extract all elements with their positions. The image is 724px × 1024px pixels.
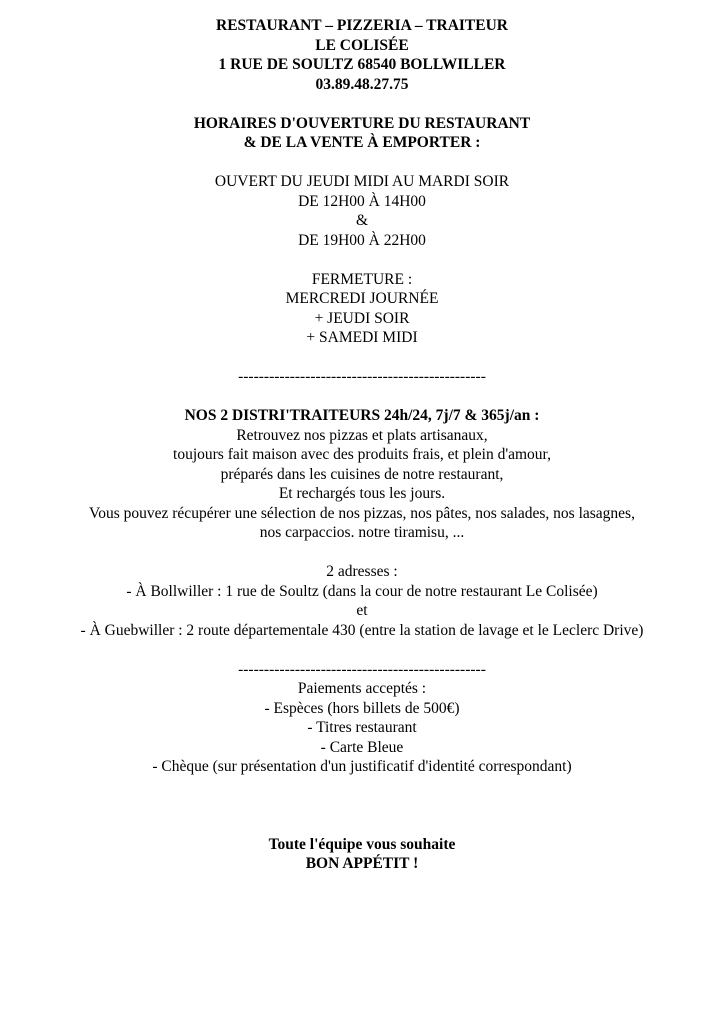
distri-line: nos carpaccios. notre tiramisu, ... <box>259 524 465 541</box>
restaurant-phone: 03.89.48.27.75 <box>315 75 409 93</box>
opening-hours <box>0 114 724 348</box>
payment-item: - Chèque (sur présentation d'un justificatif d'identité correspondant) <box>152 758 572 775</box>
separator-1: ------------------------------------------------ <box>238 368 486 385</box>
closing-message <box>0 835 724 874</box>
hours-slot-lunch: DE 12H00 À 14H00 <box>298 192 426 210</box>
distri-line: Et rechargés tous les jours. <box>278 485 446 502</box>
addresses-title: 2 adresses : <box>326 563 398 580</box>
hours-open-days: OUVERT DU JEUDI MIDI AU MARDI SOIR <box>214 173 510 190</box>
distri-line: toujours fait maison avec des produits frais, et plein d'amour, <box>173 446 551 463</box>
distri-traiteurs-section <box>0 406 724 640</box>
distri-title: NOS 2 DISTRI'TRAITEURS 24h/24, 7j/7 & 365j/an : <box>184 407 540 424</box>
hours-slot-dinner: DE 19H00 À 22H00 <box>298 231 426 249</box>
closing-line-2: BON APPÉTIT ! <box>305 855 419 872</box>
payment-item: - Carte Bleue <box>320 738 404 756</box>
hours-ampersand: & <box>355 212 369 229</box>
separator-2: ------------------------------------------------ <box>238 660 486 678</box>
distri-line: Vous pouvez récupérer une sélection de nos pizzas, nos pâtes, nos salades, nos lasagnes, <box>89 504 635 522</box>
restaurant-address: 1 RUE DE SOULTZ 68540 BOLLWILLER <box>218 56 506 73</box>
document-page <box>0 16 724 874</box>
closing-day-2: + JEUDI SOIR <box>314 309 410 327</box>
payments-title: Paiements acceptés : <box>297 680 427 697</box>
address-guebwiller: - À Guebwiller : 2 route départementale 430 (entre la station de lavage et le Leclerc Drive) <box>80 621 644 639</box>
address-bollwiller: - À Bollwiller : 1 rue de Soultz (dans la cour de notre restaurant Le Colisée) <box>126 582 598 600</box>
payments-section <box>0 679 724 777</box>
closing-title: FERMETURE : <box>311 270 413 288</box>
restaurant-header <box>0 16 724 94</box>
closing-day-1: MERCREDI JOURNÉE <box>285 290 439 307</box>
payment-item: - Espèces (hors billets de 500€) <box>264 699 460 717</box>
payment-item: - Titres restaurant <box>307 719 417 736</box>
hours-title-line-1: HORAIRES D'OUVERTURE DU RESTAURANT <box>193 114 531 132</box>
distri-line: Retrouvez nos pizzas et plats artisanaux, <box>236 426 488 444</box>
hours-title-line-2: & DE LA VENTE À EMPORTER : <box>243 134 481 151</box>
closing-line-1: Toute l'équipe vous souhaite <box>268 835 456 853</box>
header-title: RESTAURANT – PIZZERIA – TRAITEUR <box>216 17 508 34</box>
restaurant-name: LE COLISÉE <box>315 36 409 54</box>
address-connector: et <box>356 602 368 619</box>
distri-line: préparés dans les cuisines de notre restaurant, <box>220 465 504 483</box>
closing-day-3: + SAMEDI MIDI <box>306 329 418 346</box>
